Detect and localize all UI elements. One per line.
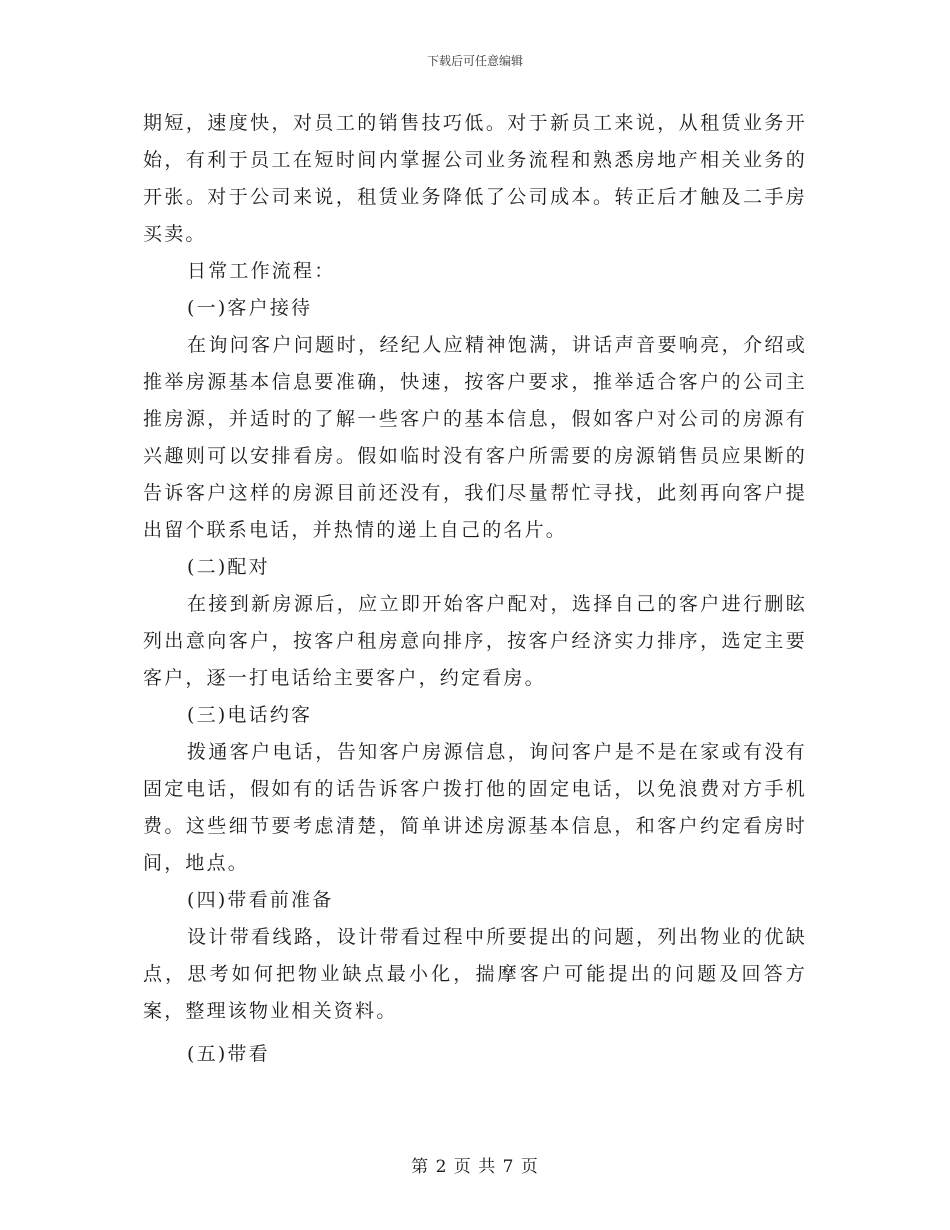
intro-paragraph: 期短，速度快，对员工的销售技巧低。对于新员工来说，从租赁业务开始，有利于员工在短时间内掌握公司业务流程和熟悉房地产相关业务的开张。对于公司来说，租赁业务降低了公司成本。转正后才触及二手房买卖。 bbox=[143, 112, 807, 245]
page-header-note: 下载后可任意编辑 bbox=[426, 54, 523, 68]
section-paragraph-matching: 在接到新房源后，应立即开始客户配对，选择自己的客户进行删眩列出意向客户，按客户租房意向排序，按客户经济实力排序，选定主要客户，逐一打电话给主要客户，约定看房。 bbox=[143, 593, 807, 689]
section-paragraph-reception: 在询问客户问题时，经纪人应精神饱满，讲话声音要响亮，介绍或推举房源基本信息要准确，快速，按客户要求，推举适合客户的公司主推房源，并适时的了解一些客户的基本信息，假如客户对公司的房源有兴趣则可以安排看房。假如临时没有客户所需要的房源销售员应果断的告诉客户这样的房源目前还没有，我们尽量帮忙寻找，此刻再向客户提出留个联系电话，并热情的递上自己的名片。 bbox=[143, 334, 807, 541]
section-heading-matching: (二)配对 bbox=[187, 556, 270, 578]
section-paragraph-viewing-prep: 设计带看线路，设计带看过程中所要提出的问题，列出物业的优缺点，思考如何把物业缺点最小化，揣摩客户可能提出的问题及回答方案，整理该物业相关资料。 bbox=[143, 926, 807, 1022]
section-heading-viewing-prep: (四)带看前准备 bbox=[187, 889, 334, 911]
workflow-heading: 日常工作流程： bbox=[187, 260, 336, 282]
section-heading-reception: (一)客户接待 bbox=[187, 297, 313, 319]
section-paragraph-phone-appointment: 拨通客户电话，告知客户房源信息，询问客户是不是在家或有没有固定电话，假如有的话告诉客户拨打他的固定电话，以免浪费对方手机费。这些细节要考虑清楚，简单讲述房源基本信息，和客户约定看房时间，地点。 bbox=[143, 741, 807, 874]
page-number-footer: 第 2 页 共 7 页 bbox=[411, 1157, 539, 1177]
section-heading-phone-appointment: (三)电话约客 bbox=[187, 704, 313, 726]
section-heading-viewing: (五)带看 bbox=[187, 1043, 270, 1065]
document-body bbox=[143, 105, 807, 1073]
